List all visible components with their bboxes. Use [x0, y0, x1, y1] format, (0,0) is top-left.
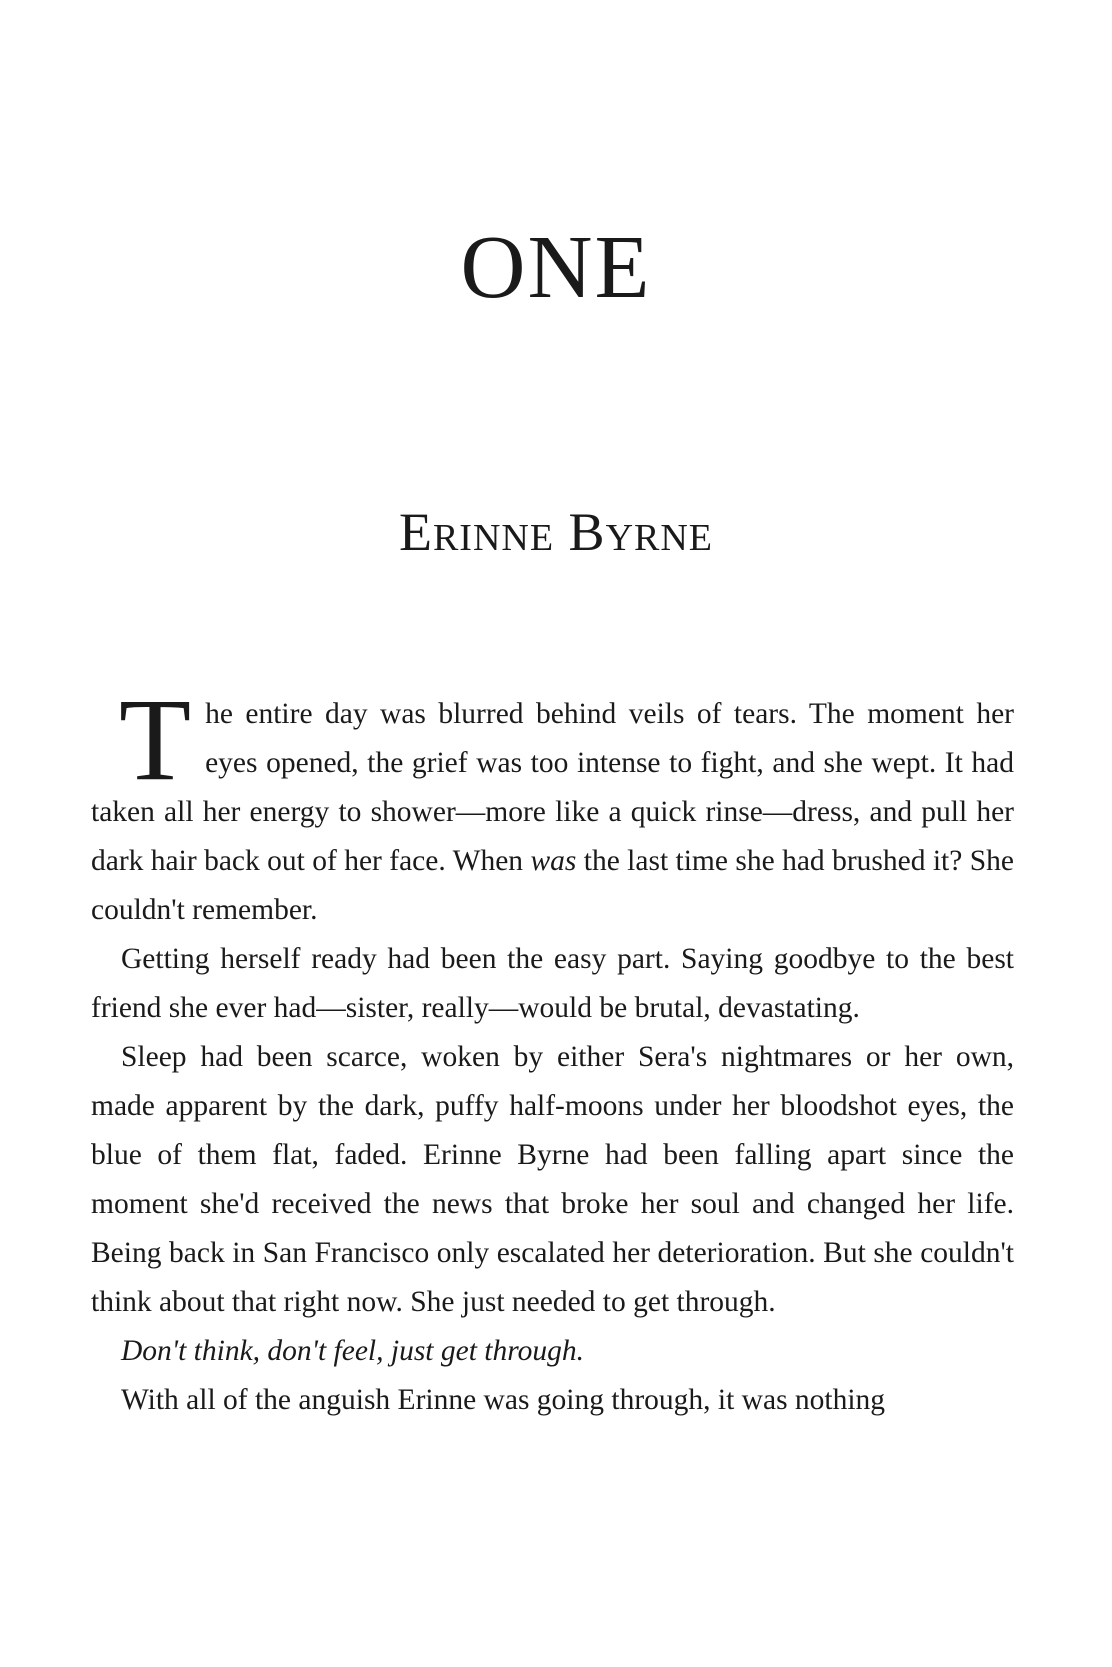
paragraph	[91, 1033, 1014, 1327]
chapter-number: ONE	[460, 218, 652, 317]
chapter-body	[91, 674, 1014, 1425]
paragraph	[91, 1376, 1014, 1425]
drop-cap: T	[119, 674, 192, 805]
paragraph-text: With all of the anguish Erinne was going through, it was nothing	[121, 1384, 886, 1416]
paragraph	[91, 935, 1014, 1033]
paragraph	[91, 674, 1014, 935]
paragraph	[91, 1327, 1014, 1376]
paragraph-text: Sleep had been scarce, woken by either Sera's nightmares or her own, made apparent by the dark, puffy half-moons under her bloodshot eyes, the blue of them flat, faded. Erinne Byrne had been falling apart since the moment she'd received the news that broke her soul and changed her life. Being back in San Francisco only escalated her deterioration. But she couldn't think about that right now. She just needed to get through.	[91, 1041, 1014, 1318]
paragraph-text: the last time she had brushed it? She couldn't remember.	[91, 845, 1014, 926]
paragraph-text: Getting herself ready had been the easy part. Saying goodbye to the best friend she ever had—sister, really—would be brutal, devastating.	[91, 943, 1014, 1024]
paragraph-text: he entire day was blurred behind veils of tears. The moment her eyes opened, the grief was too intense to fight, and she wept. It had taken all her energy to shower—more like a quick rinse—dress, and pull her dark hair back out of her face. When	[91, 698, 1014, 877]
emphasis-text: was	[530, 845, 577, 877]
chapter-subtitle: Erinne Byrne	[398, 502, 714, 562]
emphasis-text: Don't think, don't feel, just get through.	[121, 1335, 584, 1367]
